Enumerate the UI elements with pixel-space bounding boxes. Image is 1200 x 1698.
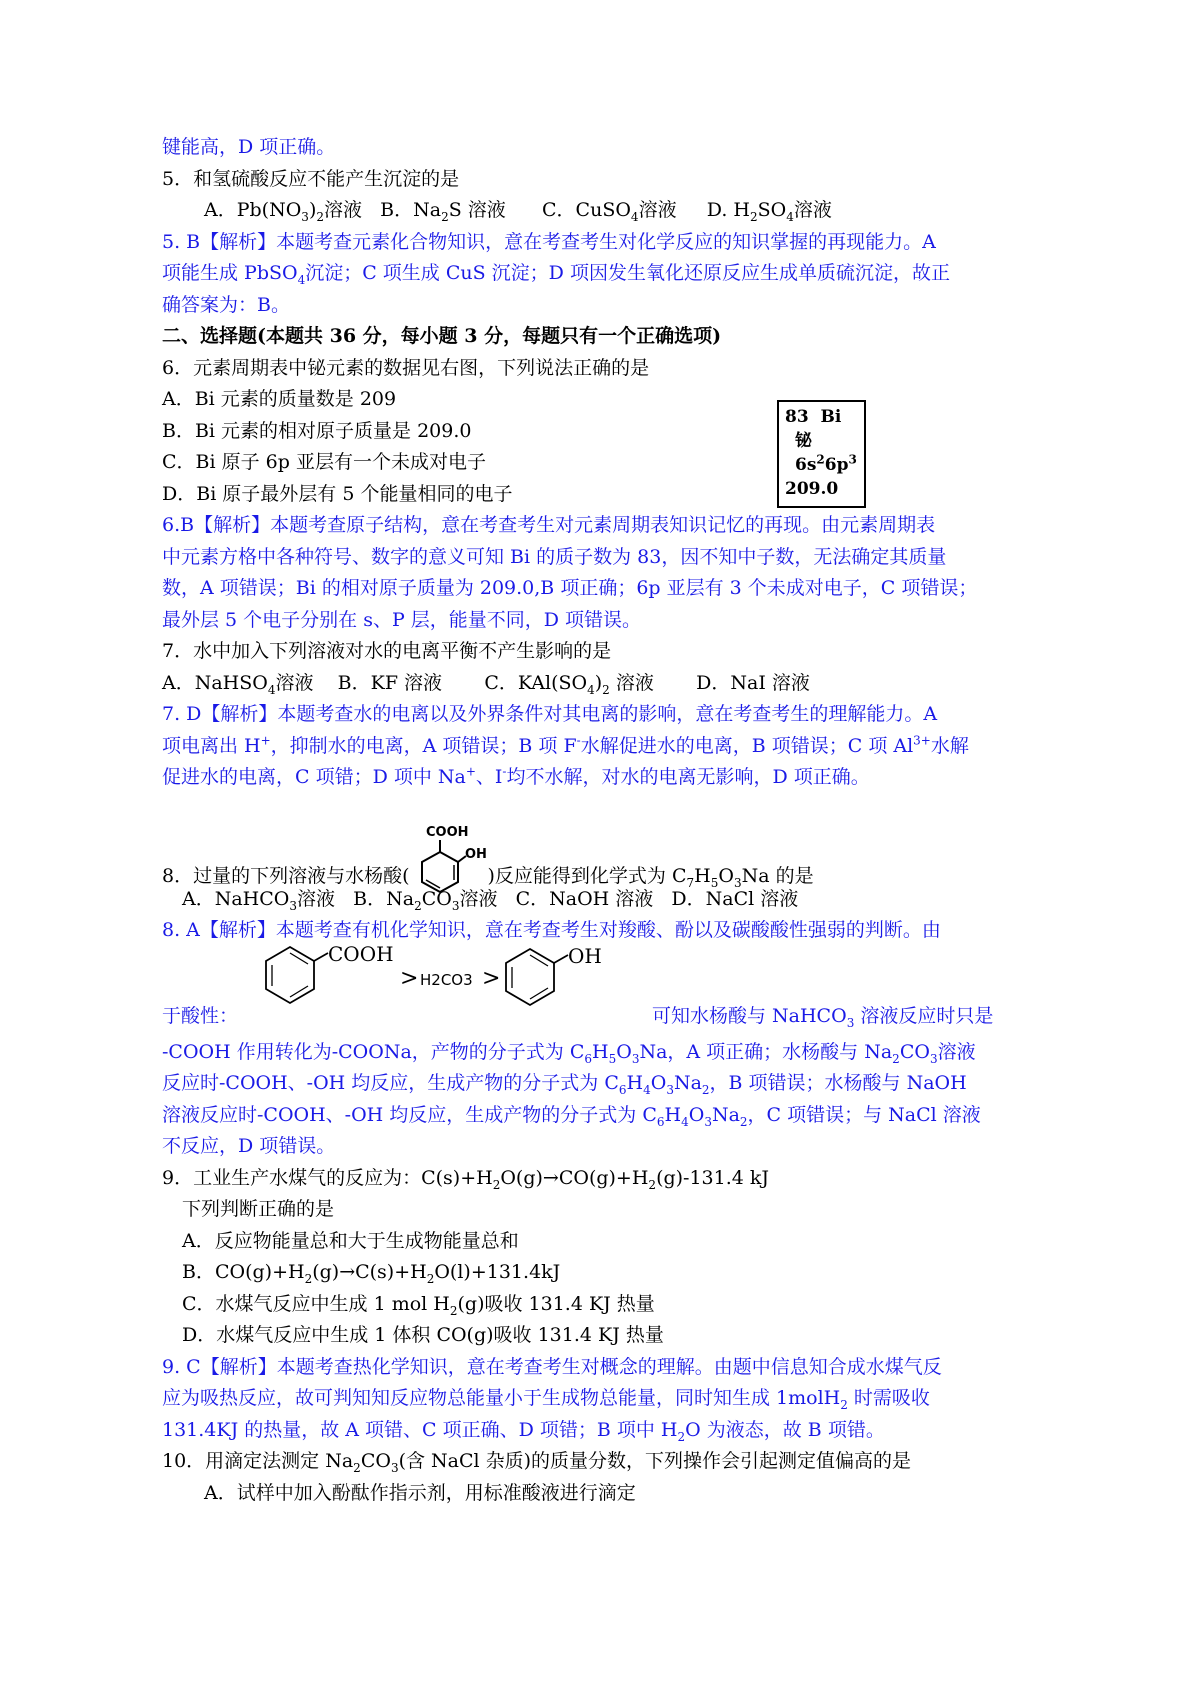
answer-6-line-4: 最外层 5 个电子分别在 s、P 层，能量不同，D 项错误。 xyxy=(162,608,642,631)
element-number-symbol: 83 Bi xyxy=(785,407,842,427)
element-mass: 209.0 xyxy=(785,479,839,499)
answer-8-line-5: 溶液反应时-COOH、-OH 均反应，生成产物的分子式为 $C_6H_4O_3Na_2$，C 项错误；与 NaCl 溶液 xyxy=(162,1103,981,1129)
answer-9-line-1: 9. C【解析】本题考查热化学知识，意在考查考生对概念的理解。由题中信息知合成水煤气反 xyxy=(162,1355,942,1378)
answer-8-line-4: 反应时-COOH、-OH 均反应，生成产物的分子式为 $C_6H_4O_3Na_2$，B 项错误；水杨酸与 NaOH xyxy=(162,1072,967,1097)
answer-7-line-3: 促进水的电离，C 项错；D 项中 Na+、I-均不水解，对水的电离无影响，D 项正确。 xyxy=(162,764,870,788)
question-6: 6．元素周期表中铋元素的数据见右图，下列说法正确的是 xyxy=(162,356,650,379)
phenol-oh-label: OH xyxy=(568,943,602,968)
question-9-option-b: B．$CO(g)+H_2(g)\to C(s)+H_2O(l)+131.4kJ$ xyxy=(182,1261,561,1286)
question-9-prompt: 下列判断正确的是 xyxy=(182,1198,335,1220)
question-6-option-b: B．Bi 元素的相对原子质量是 209.0 xyxy=(162,419,472,442)
element-config: $6s^26p^3$ xyxy=(795,452,857,475)
greater-than-1: > xyxy=(400,965,419,991)
carbonic-acid-label: H2CO3 xyxy=(420,970,473,989)
question-9: 9．工业生产水煤气的反应为：$C(s)+H_2O(g)\to CO(g)+H_2(g)-131.4$ kJ xyxy=(162,1166,770,1192)
section-2-heading: 二、选择题(本题共 36 分，每小题 3 分，每题只有一个正确选项) xyxy=(162,325,722,347)
question-8: 8．过量的下列溶液与水杨酸( COOH OH )反应能得到化学式为 $C_7H_5O_3Na$ 的是 xyxy=(162,820,1042,884)
answer-7-line-2: 项电离出 H+，抑制水的电离，A 项错误；B 项 F-水解促进水的电离，B 项错误；C 项 $Al^{3+}$水解 xyxy=(162,733,969,757)
element-name: 铋 xyxy=(795,431,812,451)
question-8-options: A．NaHCO$_3$溶液 B．$Na_2CO_3$溶液 C．NaOH 溶液 D．NaCl 溶液 xyxy=(182,887,799,913)
question-7: 7．水中加入下列溶液对水的电离平衡不产生影响的是 xyxy=(162,640,612,662)
question-9-option-d: D．水煤气反应中生成 1 体积 CO(g)吸收 131.4 KJ 热量 xyxy=(182,1324,664,1346)
answer-6-line-3: 数，A 项错误；Bi 的相对原子质量为 209.0,B 项正确；6p 亚层有 3 个未成对电子，C 项错误； xyxy=(162,577,978,599)
answer-6-line-1: 6.B【解析】本题考查原子结构，意在考查考生对元素周期表知识记忆的再现。由元素周期表 xyxy=(162,514,936,536)
salicylic-cooh-label: COOH xyxy=(425,824,469,840)
answer-8-line-6: 不反应，D 项错误。 xyxy=(162,1135,336,1157)
question-9-option-a: A．反应物能量总和大于生成物能量总和 xyxy=(182,1229,519,1252)
question-5-options: A．$Pb(NO_3)_2$溶液 B．$Na_2S$ 溶液 C．CuSO$_4$溶液 D. $H_2SO_4$溶液 xyxy=(204,199,832,224)
answer-5-line-2: 项能生成 PbSO$_4$沉淀；C 项生成 CuS 沉淀；D 项因发生氧化还原反应生成单质硫沉淀，故正 xyxy=(162,262,950,287)
question-10: 10．用滴定法测定 $Na_2CO_3$(含 NaCl 杂质)的质量分数，下列操作会引起测定值偏高的是 xyxy=(162,1450,912,1475)
acidity-comparison-figure xyxy=(250,937,650,1027)
bismuth-element-box xyxy=(777,400,866,508)
salicylic-oh-label: OH xyxy=(464,846,487,862)
question-6-option-d: D．Bi 原子最外层有 5 个能量相同的电子 xyxy=(162,482,513,505)
document-page xyxy=(162,132,1042,1509)
question-9-option-c: C．水煤气反应中生成 1 mol $H_2(g)$吸收 131.4 KJ 热量 xyxy=(182,1292,655,1318)
answer-5-line-3: 确答案为：B。 xyxy=(162,293,290,316)
acid-cooh-label: COOH xyxy=(328,941,394,966)
question-7-options: A．NaHSO$_4$溶液 B．KF 溶液 C．$KAl(SO_4)_2$ 溶液 D．NaI 溶液 xyxy=(162,671,810,697)
question-6-option-c: C．Bi 原子 6p 亚层有一个未成对电子 xyxy=(162,451,486,473)
answer-line: 键能高，D 项正确。 xyxy=(162,136,336,158)
answer-8-line-3: -COOH 作用转化为-COONa，产物的分子式为 $C_6H_5O_3Na$，A 项正确；水杨酸与 $Na_2CO_3$溶液 xyxy=(162,1040,976,1066)
answer-6-line-2: 中元素方格中各种符号、数字的意义可知 Bi 的质子数为 83，因不知中子数，无法确定其质量 xyxy=(162,545,947,568)
answer-7-line-1: 7. D【解析】本题考查水的电离以及外界条件对其电离的影响，意在考查考生的理解能力。A xyxy=(162,703,938,725)
answer-9-line-3: 131.4KJ 的热量，故 A 项错、C 项正确、D 项错；B 项中 $H_2O$ 为液态，故 B 项错。 xyxy=(162,1418,885,1444)
answer-9-line-2: 应为吸热反应，故可判知知反应物总能量小于生成物总能量，同时知生成 1molH$_2$ 时需吸收 xyxy=(162,1387,930,1412)
answer-5-line-1: 5. B【解析】本题考查元素化合物知识，意在考查考生对化学反应的知识掌握的再现能力。A xyxy=(162,230,936,253)
answer-8-line-1: 8. A【解析】本题考查有机化学知识，意在考查考生对羧酸、酚以及碳酸酸性强弱的判断。由 xyxy=(162,919,941,941)
greater-than-2: > xyxy=(482,965,501,991)
question-10-option-a: A．试样中加入酚酞作指示剂，用标准酸液进行滴定 xyxy=(204,1481,636,1504)
question-6-option-a: A．Bi 元素的质量数是 209 xyxy=(162,388,397,410)
question-5: 5．和氢硫酸反应不能产生沉淀的是 xyxy=(162,167,460,190)
answer-8-line-2: 于酸性： COOH > H2CO3 > OH 可知水杨酸与 NaHCO$_3$ 溶液反应时只是 xyxy=(162,947,1042,1037)
